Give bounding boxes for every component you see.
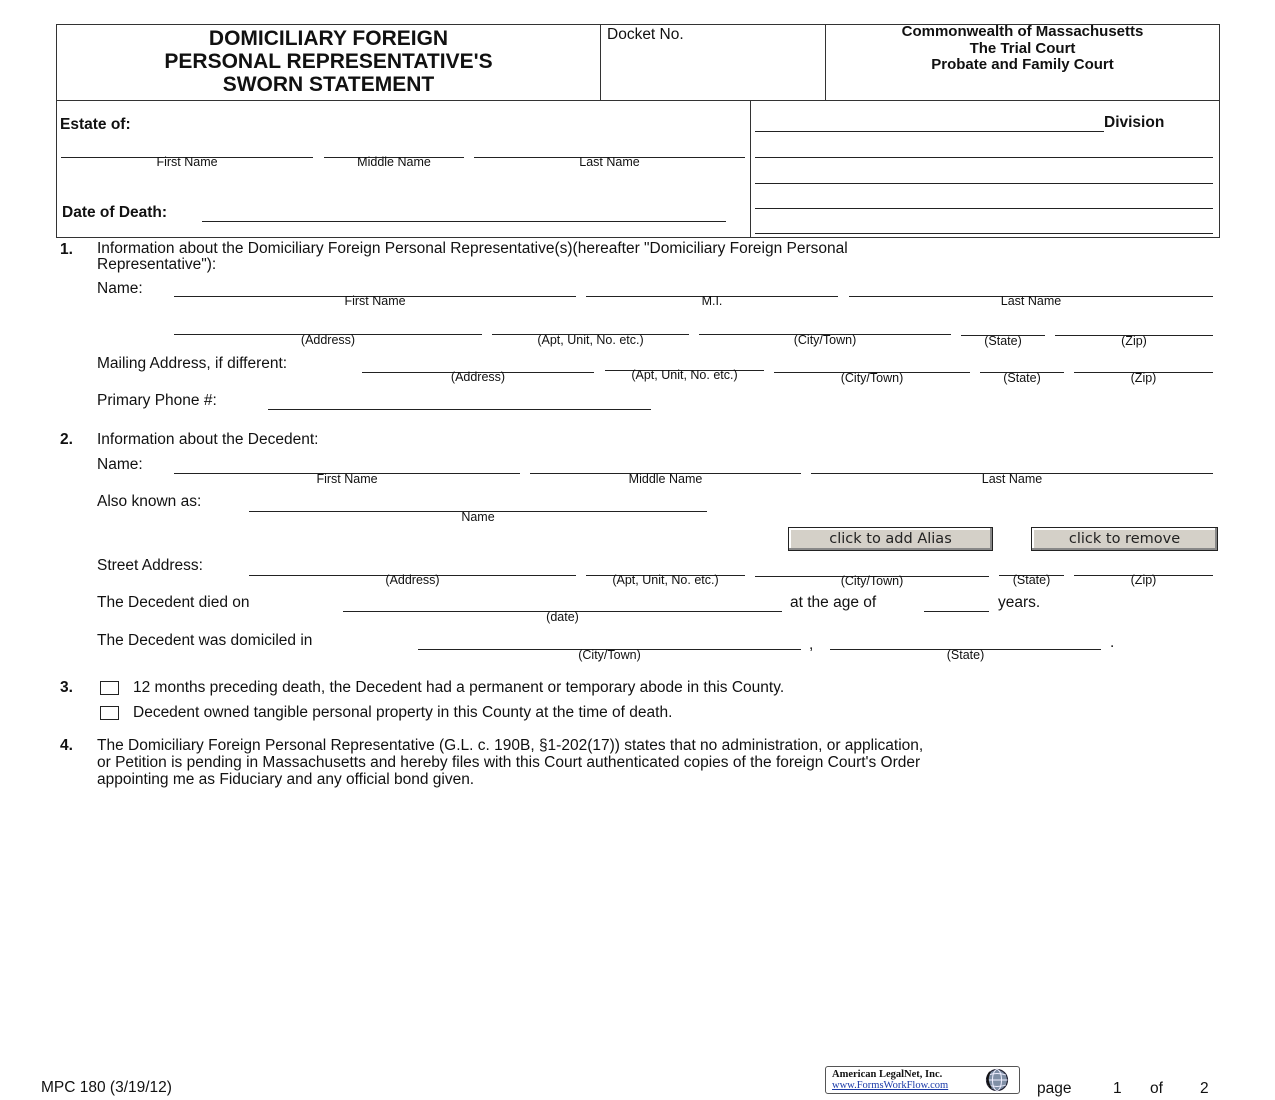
mailing-city-caption: (City/Town) [840,371,904,385]
mailing-state-caption: (State) [1003,371,1041,385]
page-total: 2 [1200,1080,1209,1097]
abode-option-label: 12 months preceding death, the Decedent had a permanent or temporary abode in this County. [133,679,785,696]
section2-intro: Information about the Decedent: [97,431,319,448]
page-current: 1 [1113,1080,1122,1097]
docket-input[interactable] [610,52,815,68]
logo-url-link[interactable]: www.FormsWorkFlow.com [832,1080,949,1091]
form-title [56,27,601,96]
court-line2: The Trial Court [969,39,1076,57]
mailing-zip-caption: (Zip) [1130,371,1157,385]
aka-caption: Name [461,510,495,524]
pr-city-caption: (City/Town) [793,333,857,347]
section2-number: 2. [60,431,73,448]
form-id: MPC 180 (3/19/12) [41,1079,172,1096]
decedent-last-name-caption: Last Name [981,472,1043,486]
date-caption: (date) [546,610,579,624]
mailing-apt-caption: (Apt, Unit, No. etc.) [631,368,738,382]
logo-company-name: American LegalNet, Inc. [832,1069,943,1080]
estate-label: Estate of: [60,116,131,133]
section1-intro-line2: Representative"): [97,256,217,273]
american-legalnet-logo[interactable] [825,1066,1020,1094]
pr-first-name-caption: First Name [344,294,406,308]
pr-last-name-caption: Last Name [1000,294,1062,308]
aka-label: Also known as: [97,493,202,510]
domicile-period: . [1110,634,1115,651]
section1-number: 1. [60,241,73,258]
form-title-line3: SWORN STATEMENT [222,73,435,96]
decedent-address-caption: (Address) [385,573,440,587]
section4-number: 4. [60,737,73,754]
pr-apt-caption: (Apt, Unit, No. etc.) [537,333,644,347]
division-line-5[interactable] [755,218,1213,234]
pr-address-caption: (Address) [300,333,356,347]
estate-last-name-caption: Last Name [579,155,640,169]
domicile-city-caption: (City/Town) [578,648,641,662]
abode-checkbox[interactable] [100,681,119,695]
decedent-middle-name-caption: Middle Name [628,472,703,486]
decedent-name-label: Name: [97,456,143,473]
date-of-death-input[interactable] [202,206,726,222]
division-label: Division [1104,114,1165,131]
domiciled-label: The Decedent was domiciled in [97,632,313,649]
county-input[interactable] [755,116,1104,132]
estate-first-name-caption: First Name [156,155,218,169]
domicile-state-caption: (State) [946,648,985,662]
docket-label: Docket No. [607,26,684,43]
remove-alias-button[interactable]: click to remove [1031,527,1218,551]
division-line-3[interactable] [755,168,1213,184]
years-label: years. [998,594,1041,611]
pr-zip-caption: (Zip) [1121,334,1147,348]
property-option-label: Decedent owned tangible personal property in this County at the time of death. [133,704,673,721]
pr-name-label: Name: [97,280,143,297]
globe-icon [984,1068,1010,1092]
age-input[interactable] [924,596,989,612]
estate-middle-name-caption: Middle Name [357,155,431,169]
page-label: page [1037,1080,1072,1097]
decedent-state-caption: (State) [1012,573,1051,587]
section3-number: 3. [60,679,73,696]
died-on-label: The Decedent died on [97,594,250,611]
date-of-death-label: Date of Death: [62,204,168,221]
add-alias-button[interactable]: click to add Alias [788,527,993,551]
of-label: of [1150,1080,1163,1097]
street-address-label: Street Address: [97,557,203,574]
decedent-first-name-caption: First Name [316,472,378,486]
mailing-address-label: Mailing Address, if different: [97,355,288,372]
phone-label: Primary Phone #: [97,392,217,409]
age-label: at the age of [790,594,877,611]
section4-line2: or Petition is pending in Massachusetts and hereby files with this Court authenticated copies of the foreign Court's Order [97,754,921,771]
pr-state-caption: (State) [984,334,1022,348]
pr-mi-caption: M.I. [701,294,723,308]
form-title-line2: PERSONAL REPRESENTATIVE'S [164,50,493,73]
court-line1: Commonwealth of Massachusetts [901,23,1144,40]
decedent-zip-caption: (Zip) [1130,573,1157,587]
court-name [825,24,1220,74]
division-line-4[interactable] [755,193,1213,209]
decedent-city-caption: (City/Town) [840,574,904,588]
mailing-address-caption: (Address) [450,370,506,384]
form-title-line1: DOMICILIARY FOREIGN [208,27,449,50]
section1-intro-line1: Information about the Domiciliary Foreign Personal Representative(s)(hereafter "Domiciliary Foreign Personal [97,240,848,257]
court-line3: Probate and Family Court [931,56,1114,73]
property-checkbox[interactable] [100,706,119,720]
decedent-apt-caption: (Apt, Unit, No. etc.) [612,573,719,587]
section4-line1: The Domiciliary Foreign Personal Representative (G.L. c. 190B, §1-202(17)) states that no administration, or application, [97,737,924,754]
phone-input[interactable] [268,394,651,410]
section4-line3: appointing me as Fiduciary and any official bond given. [97,771,475,788]
division-line-2[interactable] [755,142,1213,158]
domicile-comma: , [809,636,814,653]
